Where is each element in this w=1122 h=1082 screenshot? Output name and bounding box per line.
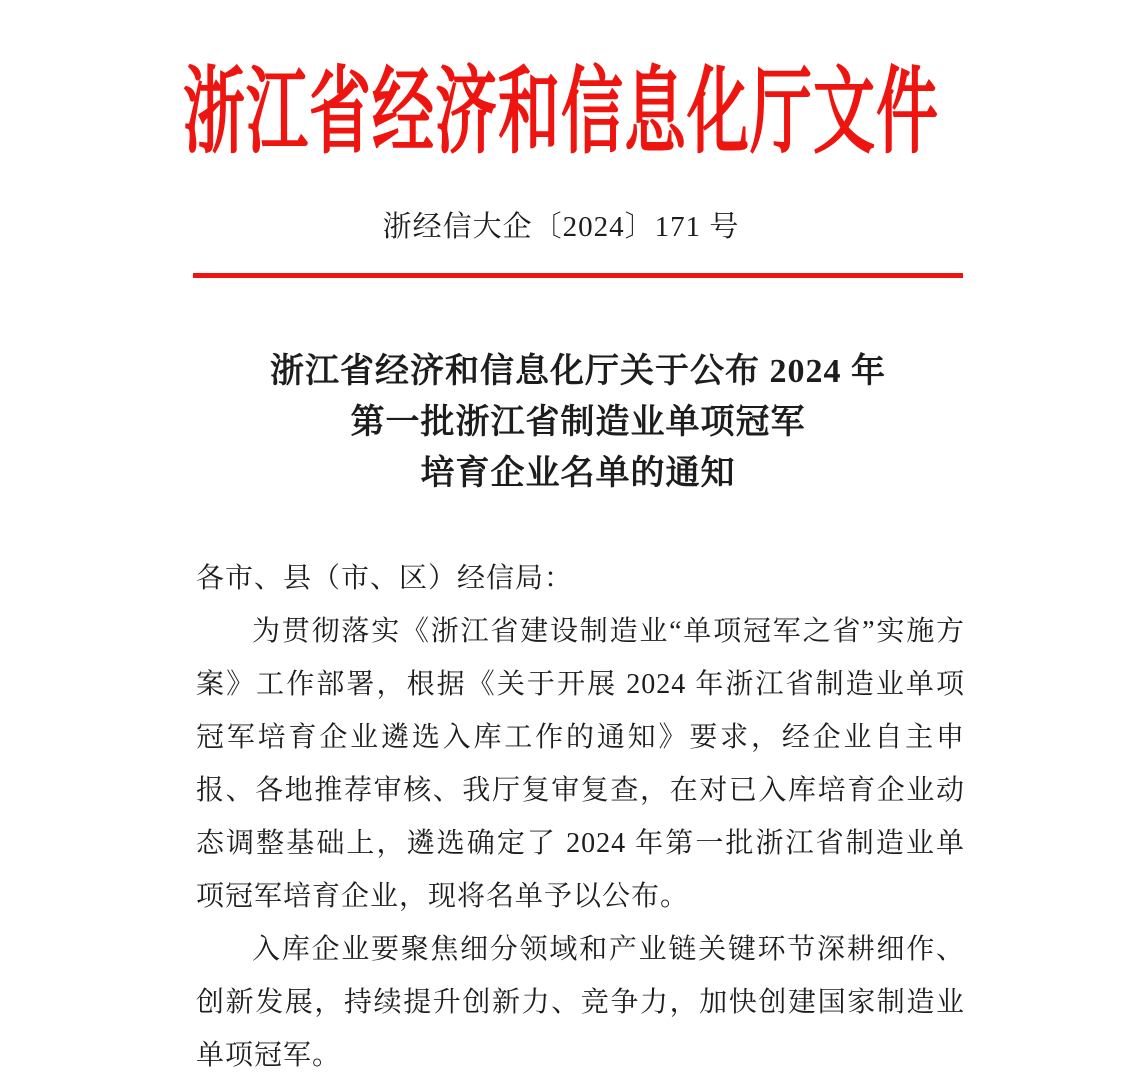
notice-title-line-3: 培育企业名单的通知 xyxy=(420,455,736,492)
notice-title-line-1: 浙江省经济和信息化厅关于公布 2024 年 xyxy=(270,353,886,390)
agency-header-band xyxy=(0,0,1122,206)
body-paragraph-2: 入库企业要聚焦细分领域和产业链关键环节深耕细作、创新发展，持续提升创新力、竞争力，加快创建国家制造业单项冠军。 xyxy=(196,934,965,1071)
body-paragraph-1: 为贯彻落实《浙江省建设制造业“单项冠军之省”实施方案》工作部署，根据《关于开展 2024 年浙江省制造业单项冠军培育企业遴选入库工作的通知》要求，经企业自主申报、各地推荐审核、我厅复审复查，在对已入库培育企业动态调整基础上，遴选确定了 2024 年第一批浙江省制造业单项冠军培育企业，现将名单予以公布。 xyxy=(196,616,965,912)
document-body xyxy=(196,552,965,1082)
notice-title xyxy=(193,346,963,499)
document-number: 浙经信大企〔2024〕171 号 xyxy=(382,211,740,243)
salutation: 各市、县（市、区）经信局： xyxy=(196,563,574,594)
red-divider-line xyxy=(193,273,963,278)
agency-header-title: 浙江省经济和信息化厅文件 xyxy=(182,61,939,165)
notice-title-line-2: 第一批浙江省制造业单项冠军 xyxy=(350,404,806,441)
